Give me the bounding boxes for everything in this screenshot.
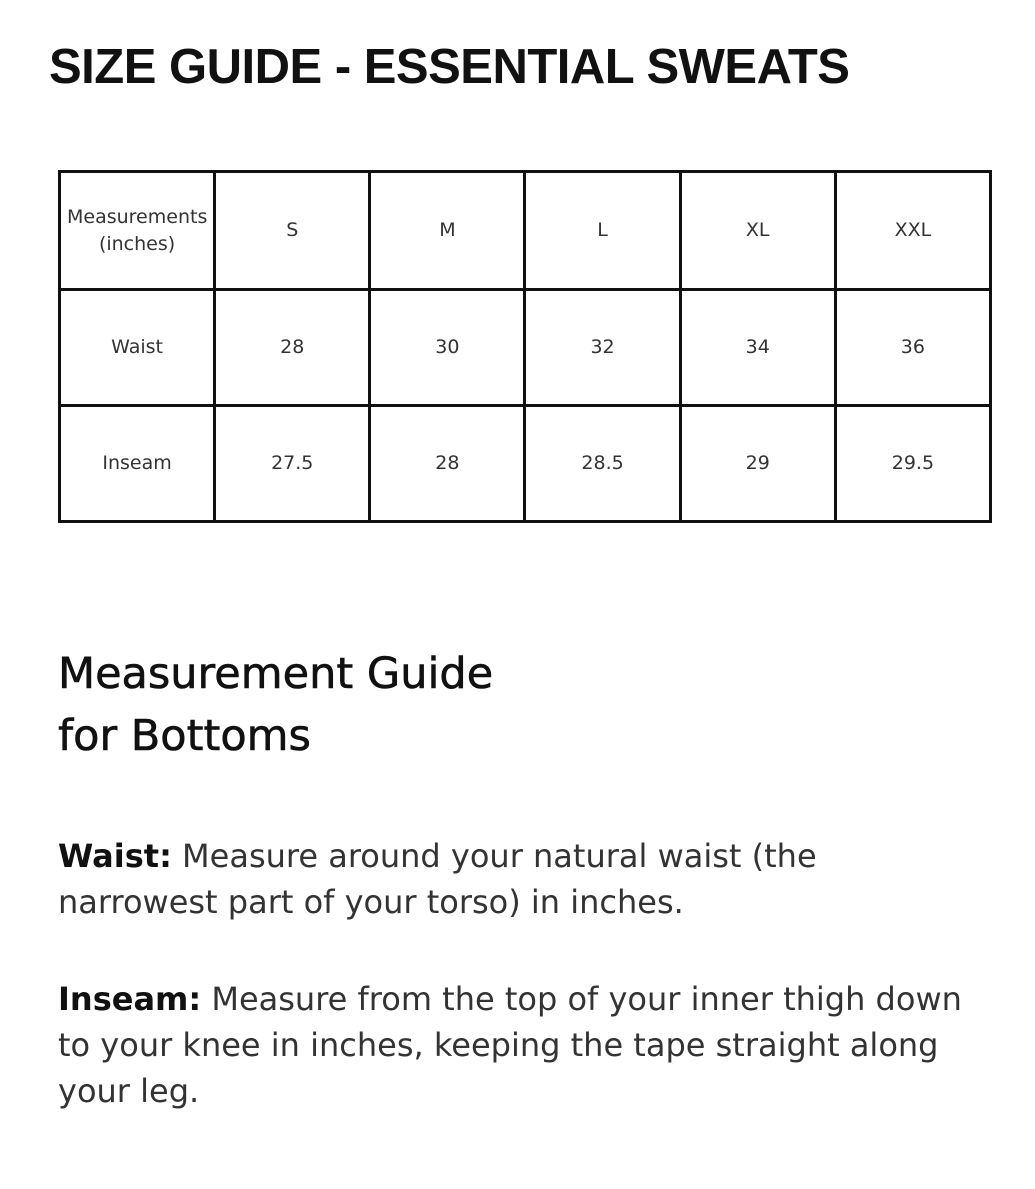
guide-heading-line1: Measurement Guide bbox=[58, 649, 494, 699]
table-header-row bbox=[60, 172, 991, 290]
guide-heading-line2: for Bottoms bbox=[58, 711, 311, 761]
waist-term: Waist: bbox=[58, 837, 172, 875]
table-row-waist bbox=[60, 290, 991, 406]
row-label-inseam: Inseam bbox=[60, 406, 215, 522]
row-label-waist: Waist bbox=[60, 290, 215, 406]
inseam-instruction bbox=[58, 976, 978, 1114]
waist-description: Measure around your natural waist (the narrowest part of your torso) in inches. bbox=[58, 837, 817, 921]
size-header-m: M bbox=[370, 172, 525, 290]
inseam-value-m: 28 bbox=[370, 406, 525, 522]
waist-value-xl: 34 bbox=[680, 290, 835, 406]
measurements-header-label: Measurements bbox=[67, 205, 208, 228]
size-header-s: S bbox=[215, 172, 370, 290]
inseam-description: Measure from the top of your inner thigh down to your knee in inches, keeping the tape straight along your leg. bbox=[58, 980, 962, 1110]
waist-value-m: 30 bbox=[370, 290, 525, 406]
measurements-header-cell bbox=[60, 172, 215, 290]
inseam-value-l: 28.5 bbox=[525, 406, 680, 522]
size-chart-table bbox=[58, 170, 992, 523]
inseam-value-s: 27.5 bbox=[215, 406, 370, 522]
measurements-header-unit: (inches) bbox=[98, 232, 176, 255]
table-row-inseam bbox=[60, 406, 991, 522]
inseam-value-xxl: 29.5 bbox=[835, 406, 990, 522]
waist-value-xxl: 36 bbox=[835, 290, 990, 406]
size-header-l: L bbox=[525, 172, 680, 290]
size-header-xl: XL bbox=[680, 172, 835, 290]
page-title: SIZE GUIDE - ESSENTIAL SWEATS bbox=[49, 40, 850, 94]
inseam-value-xl: 29 bbox=[680, 406, 835, 522]
size-header-xxl: XXL bbox=[835, 172, 990, 290]
measurement-guide-heading bbox=[58, 643, 493, 767]
waist-instruction bbox=[58, 833, 978, 925]
inseam-term: Inseam: bbox=[58, 980, 202, 1018]
waist-value-l: 32 bbox=[525, 290, 680, 406]
waist-value-s: 28 bbox=[215, 290, 370, 406]
